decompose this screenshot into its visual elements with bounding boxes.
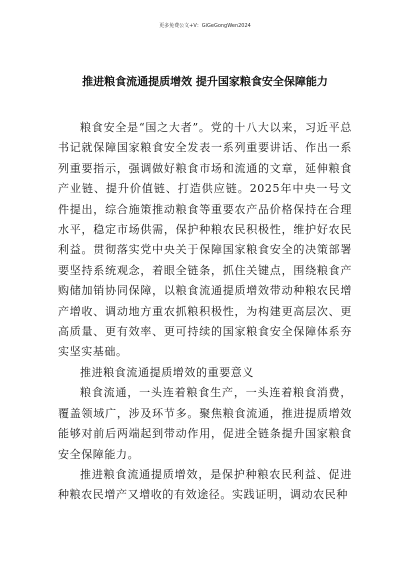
intro-paragraph: 粮食安全是“国之大者”。党的十八大以来，习近平总书记就保障国家粮食安全发表一系列重要讲话、作出一系列重要指示，强调做好粮食市场和流通的文章，延伸粮食产业链、提升价值链、打造供应链。2025年中央一号文件提出，综合施策推动粮食等重要农产品价格保持在合理水平，稳定市场供需，保护种粮农民积极性，维护好农民利益。贯彻落实党中央关于保障国家粮食安全的决策部署要坚持系统观念，着眼全链条，抓住关键点，围绕粮食产购储加销协同保障，以粮食流通提质增效带动种粮农民增产增收、调动地方重农抓粮积极性，为构建更高层次、更高质量、更有效率、更可持续的国家粮食安全保障体系夯实坚实基础。 [58, 121, 352, 359]
section-heading: 推进粮食流通提质增效的重要意义 [80, 365, 254, 379]
document-body [58, 118, 352, 506]
document-title: 推进粮食流通提质增效 提升国家粮食安全保障能力 [82, 75, 328, 88]
section-paragraph-1: 粮食流通，一头连着粮食生产，一头连着粮食消费，覆盖领域广，涉及环节多。聚焦粮食流通，推进提质增效能够对前后两端起到带动作用，促进全链条提升国家粮食安全保障能力。 [58, 386, 352, 461]
promo-banner: 更多免费公文+V：GiGeGongWen2024 [159, 23, 251, 29]
section-paragraph-2: 推进粮食流通提质增效，是保护种粮农民利益、促进种粮农民增产又增收的有效途径。实践证明，调动农民种 [58, 467, 352, 502]
